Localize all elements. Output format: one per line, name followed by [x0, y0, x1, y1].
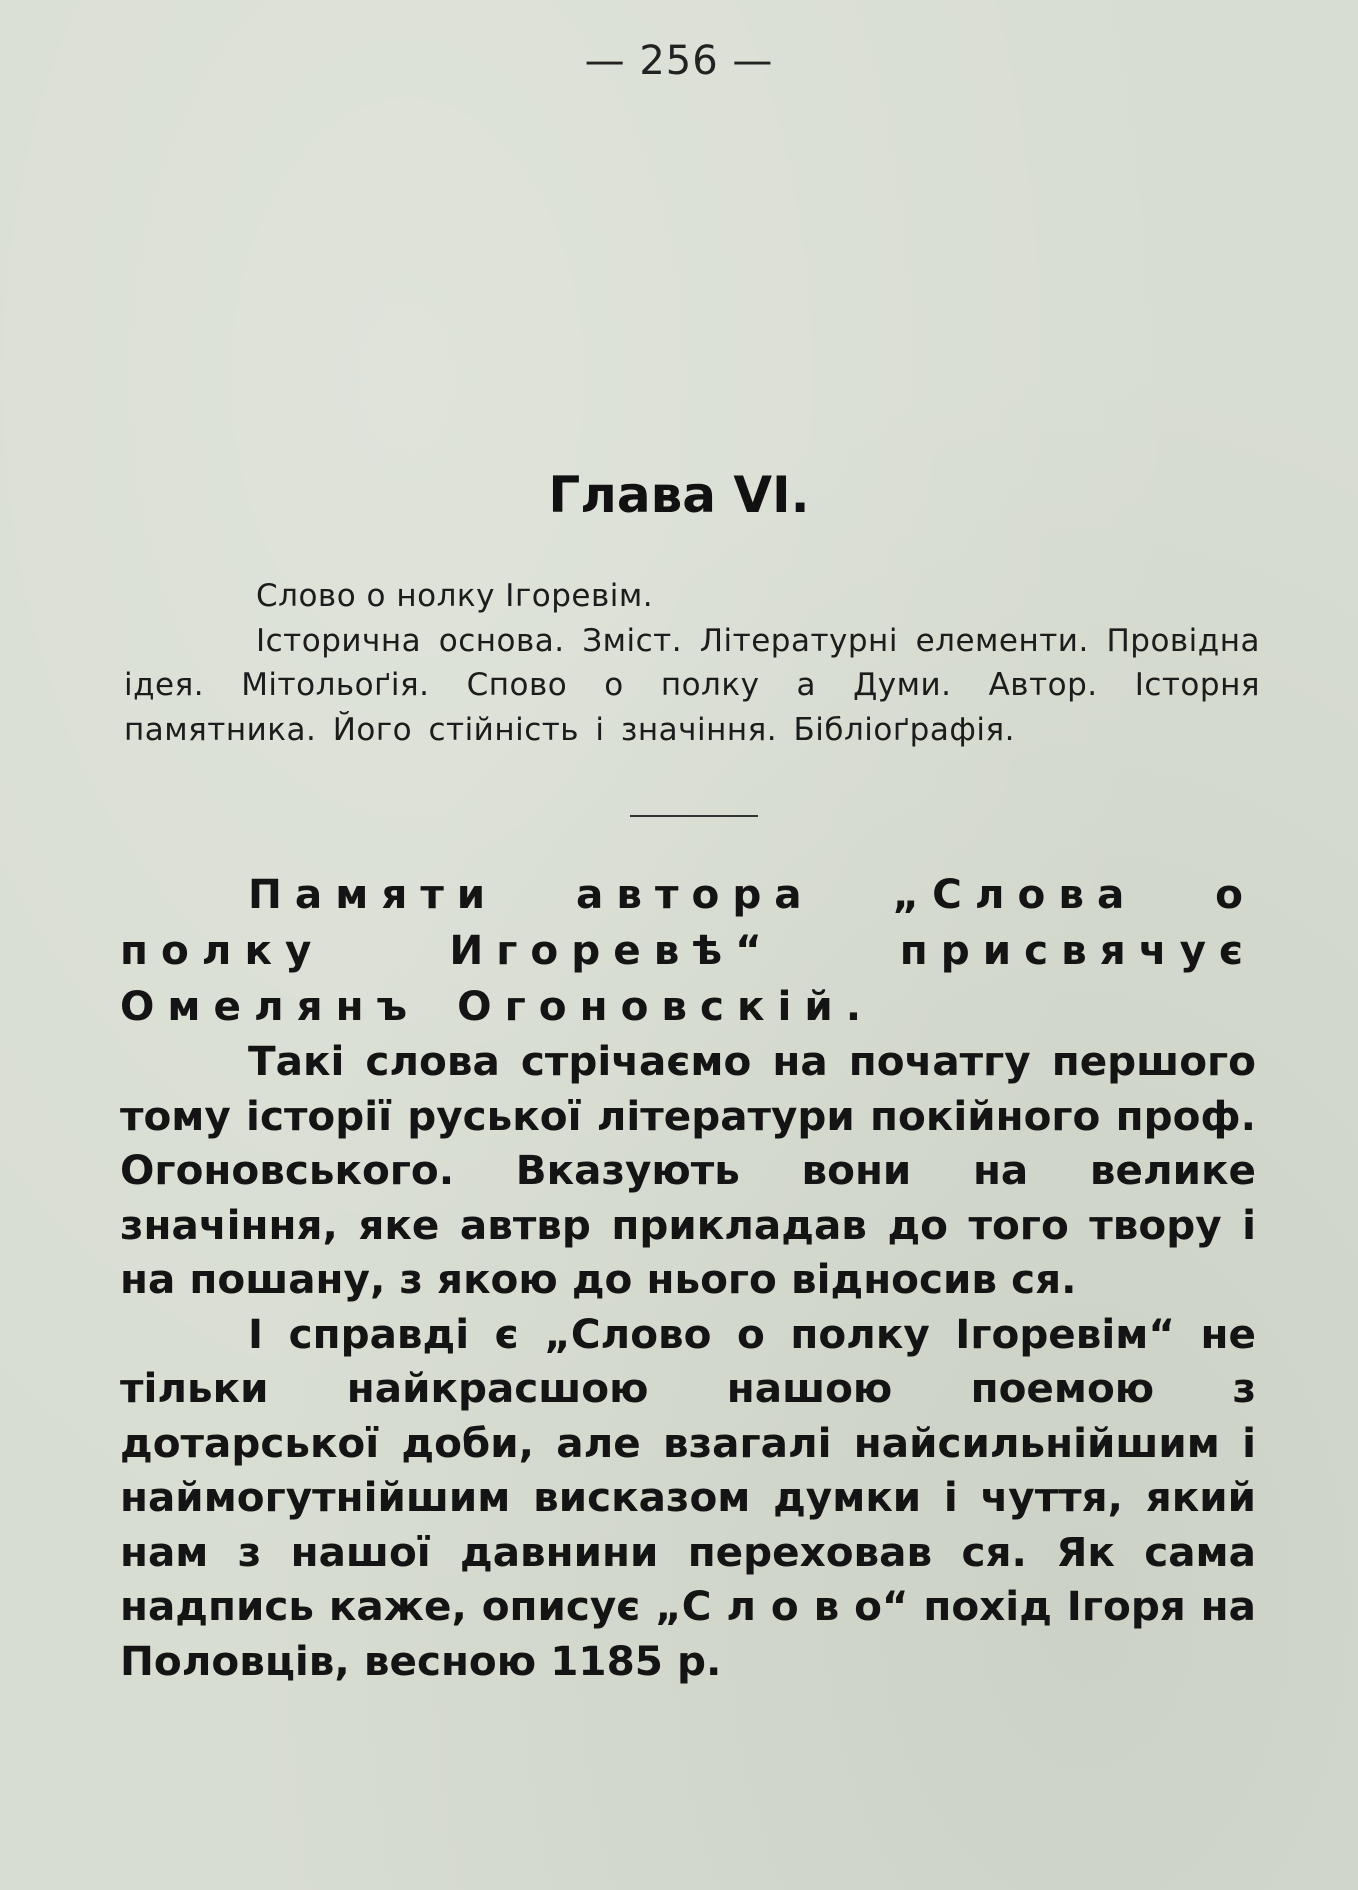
page-number: — 256 — [584, 38, 774, 84]
summary-topics: Історична основа. Зміст. Літературні елементи. Провідна ідея. Мітольоґія. Спово о полку а Думи. Автор. Історня памятника. Його стійність і значіння. Бібліоґрафія. [124, 622, 1260, 748]
chapter-body [120, 866, 1256, 1688]
chapter-title: Глава VI. [548, 466, 810, 524]
chapter-summary [124, 574, 1260, 752]
dedication-paragraph: Памяти автора „Слова о полку Игоревѣ“ присвячує Омелянъ Огоновскій. [120, 870, 1256, 1030]
body-paragraph-2: І справді є „Слово о полку Ігоревім“ не тільки найкрасшою нашою поемою з дотарської доби, але взагалі найсильнійшим і наймогутнійшим висказом думки і чуття, який нам з нашої давнини переховав ся. Як сама надпись каже, описує „С л о в о“ похід Ігоря на Половців, весною 1185 р. [120, 1309, 1256, 1685]
summary-title: Слово о нолку Ігоревім. [256, 578, 654, 614]
section-divider [630, 815, 758, 817]
body-paragraph-1: Такі слова стрічаємо на початгу першого тому історії руської літератури покійного проф. Огоновського. Вказують вони на велике значіння, яке автвр прикладав до того твору і на пошану, з якою до нього відносив ся. [120, 1037, 1256, 1303]
